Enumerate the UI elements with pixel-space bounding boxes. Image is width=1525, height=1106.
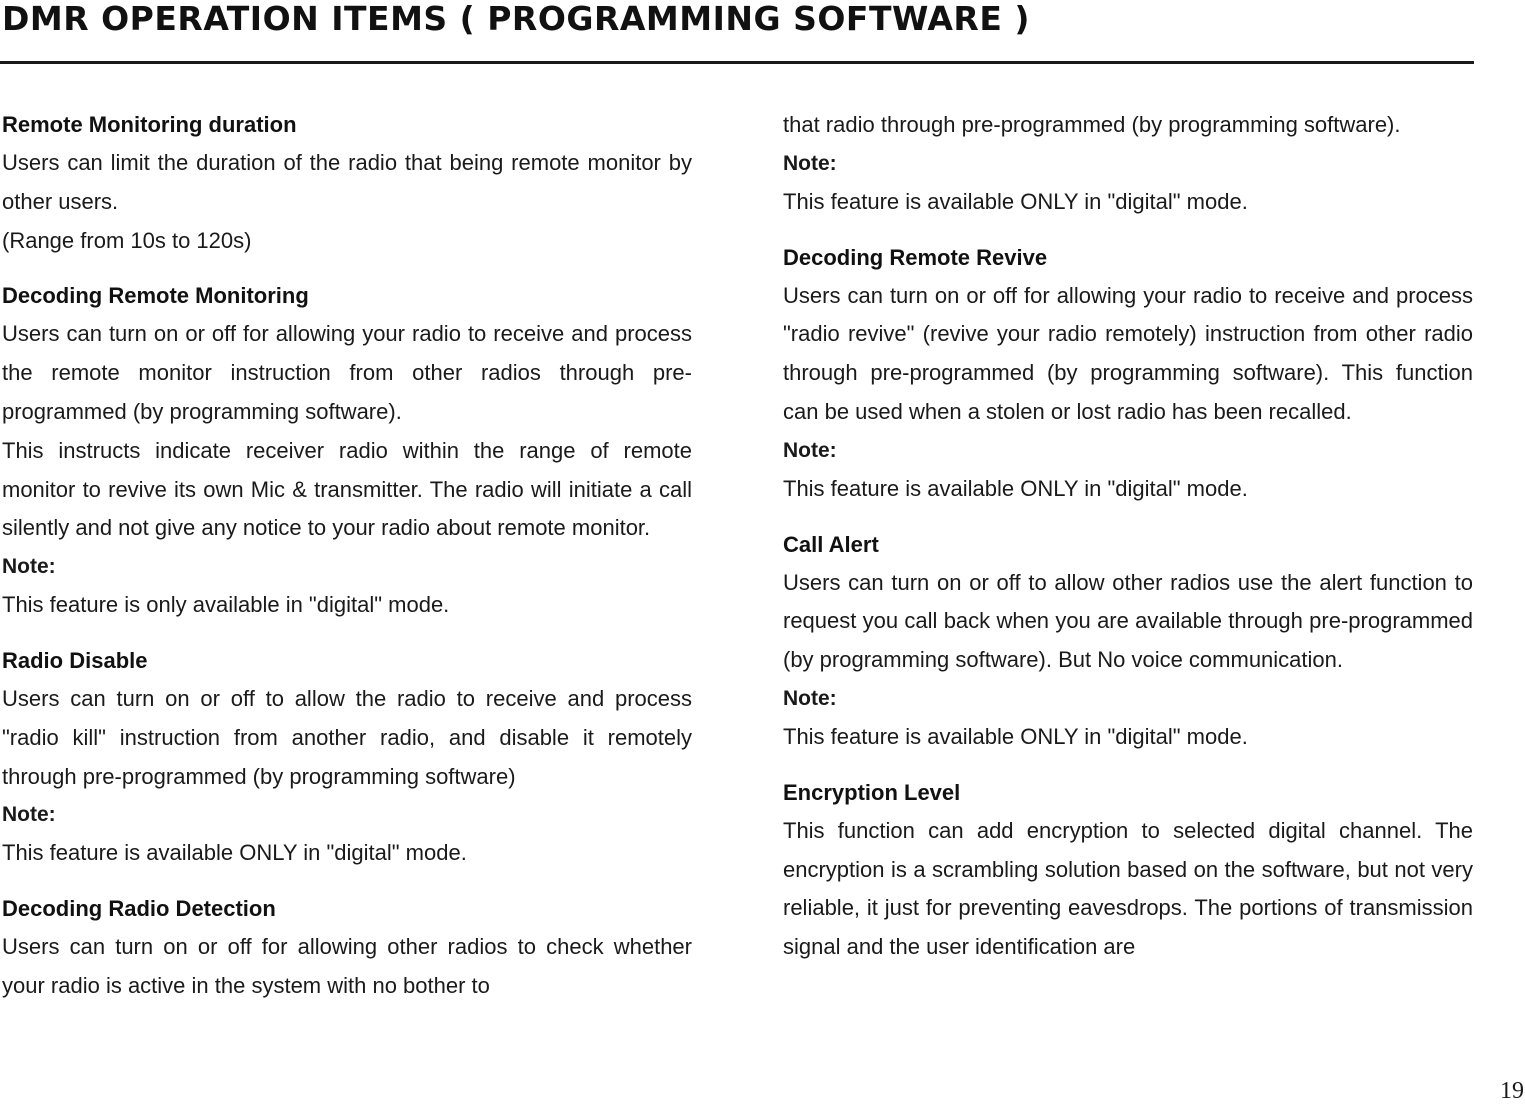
left-column [2,106,692,1006]
title-rule [0,61,1474,64]
note-label: Note: [783,438,837,462]
section-paragraph: Users can limit the duration of the radio that being remote monitor by other users. [2,150,692,214]
section-remote-monitoring-duration [2,106,692,260]
section-heading: Encryption Level [783,779,961,805]
section-paragraph: Users can turn on or off for allowing your radio to receive and process the remote monitor instruction from other radios through pre-programmed (by programming software). [2,321,692,424]
section-heading: Decoding Remote Revive [783,244,1048,270]
section-paragraph: This function can add encryption to selected digital channel. The encryption is a scrambling solution based on the software, but not very reliable, it just for preventing eavesdrops. The portions of transmission signal and the user identification are [783,817,1473,960]
note-text: This feature is available ONLY in "digital" mode. [783,723,1248,749]
section-paragraph: (Range from 10s to 120s) [2,227,252,253]
right-column [783,106,1473,967]
section-heading: Radio Disable [2,647,148,673]
section-paragraph: Users can turn on or off for allowing other radios to check whether your radio is active in the system with no bother to [2,934,692,998]
section-call-alert [783,526,1473,757]
section-paragraph: Users can turn on or off for allowing your radio to receive and process "radio revive" (revive your radio remotely) instruction from other radio through pre-programmed (by programming software). This function can be used when a stolen or lost radio has been recalled. [783,282,1473,424]
section-heading: Remote Monitoring duration [2,112,297,137]
note-text: This feature is only available in "digital" mode. [2,592,450,618]
note-label: Note: [783,151,837,175]
note-label: Note: [2,803,56,827]
section-paragraph: Users can turn on or off to allow other radios use the alert function to request you call back when you are available through pre-programmed (by programming software). But No voice communication. [783,569,1473,673]
page-number: 19 [1500,1078,1524,1104]
page-title: DMR OPERATION ITEMS ( PROGRAMMING SOFTWARE ) [2,0,1030,38]
section-decoding-radio-detection [2,890,692,1006]
note-text: This feature is available ONLY in "digital" mode. [783,475,1248,501]
note-text: This feature is available ONLY in "digital" mode. [2,840,467,866]
section-paragraph: This instructs indicate receiver radio within the range of remote monitor to revive its own Mic & transmitter. The radio will initiate a call silently and not give any notice to your radio about remote monitor. [2,437,692,541]
section-decoding-remote-revive [783,239,1473,509]
note-label: Note: [783,686,837,710]
section-continued [783,106,1473,222]
note-text: This feature is available ONLY in "digital" mode. [783,188,1248,214]
section-heading: Decoding Radio Detection [2,896,276,922]
section-decoding-remote-monitoring [2,277,692,625]
section-heading: Decoding Remote Monitoring [2,283,309,309]
note-label: Note: [2,555,56,579]
section-paragraph: Users can turn on or off to allow the radio to receive and process "radio kill" instruction from another radio, and disable it remotely through pre-programmed (by programming software) [2,685,692,789]
section-encryption-level [783,774,1473,967]
section-paragraph: that radio through pre-programmed (by programming software). [783,112,1401,137]
section-heading: Call Alert [783,531,879,557]
section-radio-disable [2,642,692,873]
